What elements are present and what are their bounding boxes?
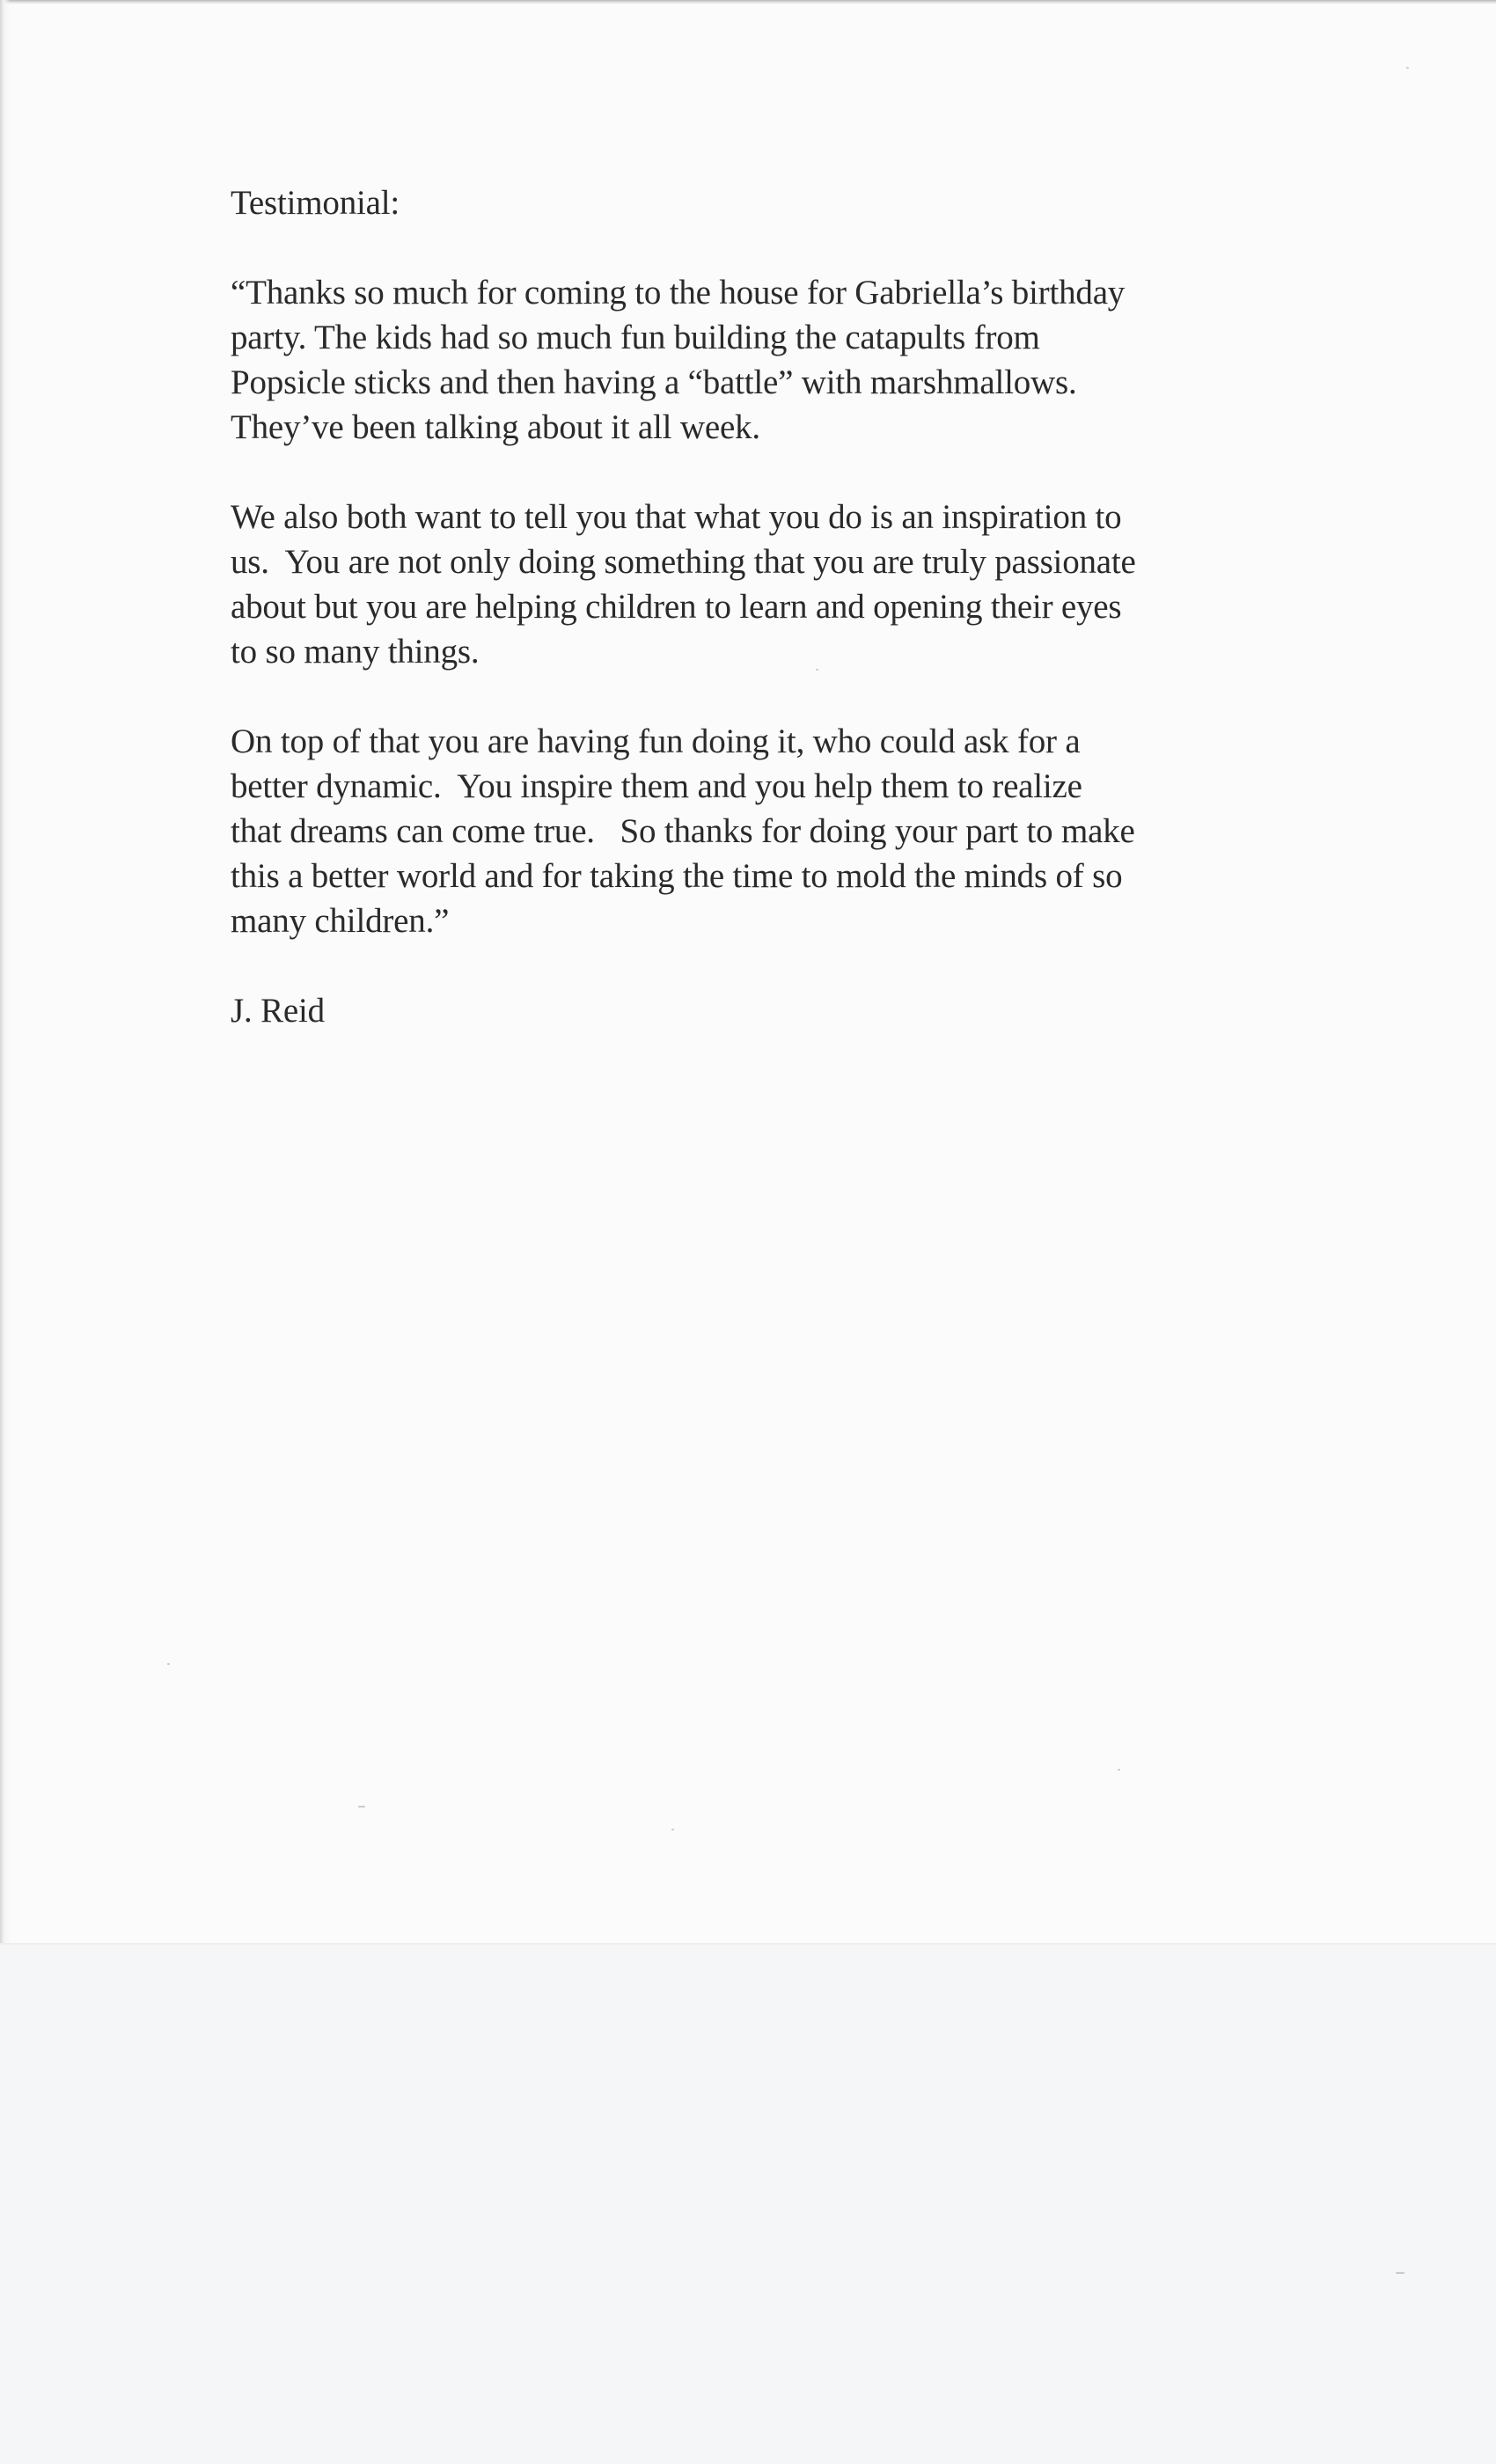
scan-speck xyxy=(1406,67,1409,69)
text-line: to so many things. xyxy=(231,633,480,671)
scan-speck xyxy=(358,1806,365,1808)
paragraph-thanks xyxy=(231,719,1287,943)
text-line: about but you are helping children to learn and opening their eyes xyxy=(231,588,1122,626)
scan-speck xyxy=(1396,2272,1404,2274)
text-line: We also both want to tell you that what you do is an inspiration to xyxy=(231,498,1122,536)
page-top-edge xyxy=(0,0,1496,4)
text-line: us. You are not only doing something that you are truly passionate xyxy=(231,543,1136,581)
text-line: They’ve been talking about it all week. xyxy=(231,408,760,446)
text-line: “Thanks so much for coming to the house for Gabriella’s birthday xyxy=(231,274,1126,312)
text-line: better dynamic. You inspire them and you help them to realize xyxy=(231,767,1082,805)
text-line: many children.” xyxy=(231,902,450,940)
text-line: party. The kids had so much fun building the catapults from xyxy=(231,319,1040,356)
scan-speck xyxy=(671,1829,674,1830)
paragraph-party xyxy=(231,270,1287,450)
signature: J. Reid xyxy=(231,992,325,1030)
text-line: this a better world and for taking the time to mold the minds of so xyxy=(231,857,1123,895)
lower-page-section xyxy=(0,1945,1496,2464)
letter-heading: Testimonial: xyxy=(231,184,400,222)
text-line: that dreams can come true. So thanks for doing your part to make xyxy=(231,812,1135,850)
scan-speck xyxy=(167,1663,170,1665)
text-line: On top of that you are having fun doing it, who could ask for a xyxy=(231,722,1081,760)
paragraph-inspiration xyxy=(231,495,1287,674)
testimonial-letter xyxy=(231,180,1287,1033)
text-line: Popsicle sticks and then having a “battle” with marshmallows. xyxy=(231,363,1077,401)
scan-speck xyxy=(1118,1769,1120,1771)
